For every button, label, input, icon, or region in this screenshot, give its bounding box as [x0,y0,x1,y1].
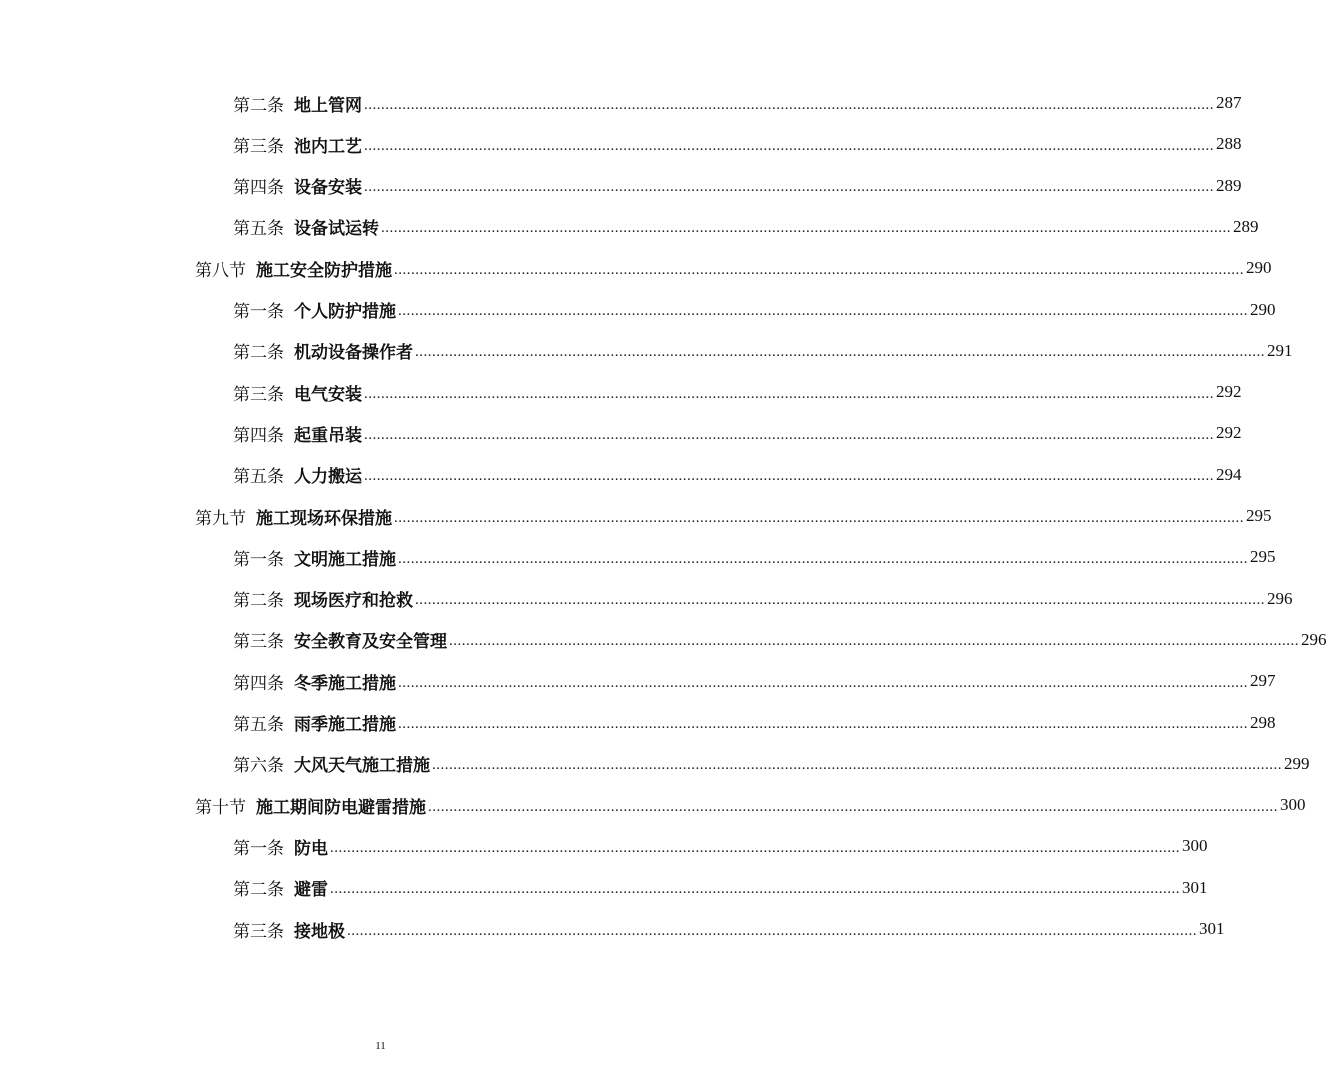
entry-number: 第一条 [233,838,284,859]
entry-title: 地上管网 [294,95,362,116]
dot-leader: ........................................................................................................................................................................................................ [432,757,1282,774]
dot-leader: ........................................................................................................................................................................................................ [347,922,1197,939]
entry-number: 第五条 [233,219,284,240]
entry-page-number: 292 [1216,382,1242,402]
entry-number: 第四条 [233,178,284,199]
entry-page-number: 291 [1267,340,1293,360]
entry-page-number: 288 [1216,134,1242,154]
entry-title: 设备安装 [294,178,362,199]
entry-title: 人力搬运 [294,467,362,488]
toc-article-entry[interactable] [233,212,1259,242]
entry-number: 第八节 [195,260,246,281]
dot-leader: ........................................................................................................................................................................................................ [415,344,1265,361]
dot-leader: ........................................................................................................................................................................................................ [394,509,1244,526]
toc-article-entry[interactable] [233,914,1225,944]
toc-article-entry[interactable] [233,171,1242,201]
toc-section-entry[interactable] [195,790,1306,820]
dot-leader: ........................................................................................................................................................................................................ [364,468,1214,485]
toc-article-entry[interactable] [233,831,1208,861]
entry-page-number: 296 [1267,588,1293,608]
entry-title: 防电 [294,838,328,859]
toc-article-entry[interactable] [233,418,1242,448]
entry-number: 第三条 [233,136,284,157]
entry-number: 第六条 [233,756,284,777]
toc-article-entry[interactable] [233,625,1327,655]
entry-title: 现场医疗和抢救 [294,591,413,612]
dot-leader: ........................................................................................................................................................................................................ [428,798,1278,815]
entry-page-number: 289 [1233,216,1259,236]
entry-number: 第二条 [233,95,284,116]
entry-title: 施工安全防护措施 [256,260,392,281]
entry-page-number: 290 [1250,299,1276,319]
entry-title: 施工期间防电避雷措施 [256,797,426,818]
entry-page-number: 299 [1284,753,1310,773]
entry-title: 机动设备操作者 [294,343,413,364]
entry-title: 设备试运转 [294,219,379,240]
entry-page-number: 300 [1280,795,1306,815]
entry-number: 第四条 [233,425,284,446]
entry-page-number: 301 [1199,919,1225,938]
entry-number: 第十节 [195,797,246,818]
entry-title: 雨季施工措施 [294,715,396,735]
dot-leader: ........................................................................................................................................................................................................ [330,839,1180,856]
dot-leader: ........................................................................................................................................................................................................ [364,426,1214,443]
entry-title: 起重吊装 [294,425,362,446]
toc-article-entry[interactable] [233,542,1276,572]
dot-leader: ........................................................................................................................................................................................................ [398,716,1248,732]
dot-leader: ........................................................................................................................................................................................................ [364,179,1214,196]
entry-page-number: 296 [1301,629,1327,649]
toc-article-entry[interactable] [233,873,1208,903]
dot-leader: ........................................................................................................................................................................................................ [330,881,1180,898]
entry-page-number: 295 [1250,547,1276,567]
toc-article-entry[interactable] [233,377,1242,407]
dot-leader: ........................................................................................................................................................................................................ [394,261,1244,278]
entry-title: 大风天气施工措施 [294,756,430,777]
toc-article-entry[interactable] [233,88,1242,118]
entry-title: 安全教育及安全管理 [294,632,447,653]
toc-article-entry[interactable] [233,295,1276,325]
entry-title: 池内工艺 [294,136,362,157]
entry-number: 第三条 [233,632,284,653]
entry-number: 第三条 [233,384,284,405]
entry-number: 第二条 [233,880,284,901]
entry-title: 个人防护措施 [294,302,396,322]
entry-page-number: 287 [1216,93,1242,112]
entry-page-number: 297 [1250,671,1276,691]
entry-number: 第二条 [233,591,284,612]
entry-number: 第五条 [233,715,284,735]
entry-title: 电气安装 [294,384,362,405]
dot-leader: ........................................................................................................................................................................................................ [398,674,1248,691]
toc-article-entry[interactable] [233,749,1310,779]
entry-page-number: 295 [1246,506,1272,525]
entry-page-number: 290 [1246,258,1272,278]
dot-leader: ........................................................................................................................................................................................................ [381,220,1231,237]
page-number: 11 [375,1040,386,1052]
dot-leader: ........................................................................................................................................................................................................ [364,385,1214,402]
entry-number: 第一条 [233,302,284,322]
dot-leader: ........................................................................................................................................................................................................ [364,96,1214,113]
entry-number: 第一条 [233,549,284,570]
entry-title: 文明施工措施 [294,549,396,570]
toc-article-entry[interactable] [233,584,1293,614]
entry-title: 避雷 [294,880,328,901]
dot-leader: ........................................................................................................................................................................................................ [415,592,1265,609]
entry-page-number: 300 [1182,836,1208,856]
entry-page-number: 301 [1182,877,1208,897]
toc-article-entry[interactable] [233,336,1293,366]
entry-number: 第四条 [233,673,284,694]
entry-page-number: 292 [1216,423,1242,443]
toc-article-entry[interactable] [233,460,1242,490]
entry-number: 第三条 [233,921,284,942]
dot-leader: ........................................................................................................................................................................................................ [398,303,1248,319]
entry-title: 接地极 [294,921,345,942]
entry-page-number: 298 [1250,712,1276,732]
entry-title: 施工现场环保措施 [256,508,392,529]
toc-article-entry[interactable] [233,708,1276,738]
dot-leader: ........................................................................................................................................................................................................ [398,550,1248,567]
dot-leader: ........................................................................................................................................................................................................ [449,633,1299,650]
entry-page-number: 294 [1216,464,1242,484]
entry-number: 第二条 [233,343,284,364]
entry-page-number: 289 [1216,175,1242,195]
entry-title: 冬季施工措施 [294,673,396,694]
toc-section-entry[interactable] [195,253,1272,283]
toc-section-entry[interactable] [195,501,1272,531]
entry-number: 第九节 [195,508,246,529]
dot-leader: ........................................................................................................................................................................................................ [364,137,1214,154]
entry-number: 第五条 [233,467,284,488]
toc-article-entry[interactable] [233,666,1276,696]
toc-article-entry[interactable] [233,129,1242,159]
